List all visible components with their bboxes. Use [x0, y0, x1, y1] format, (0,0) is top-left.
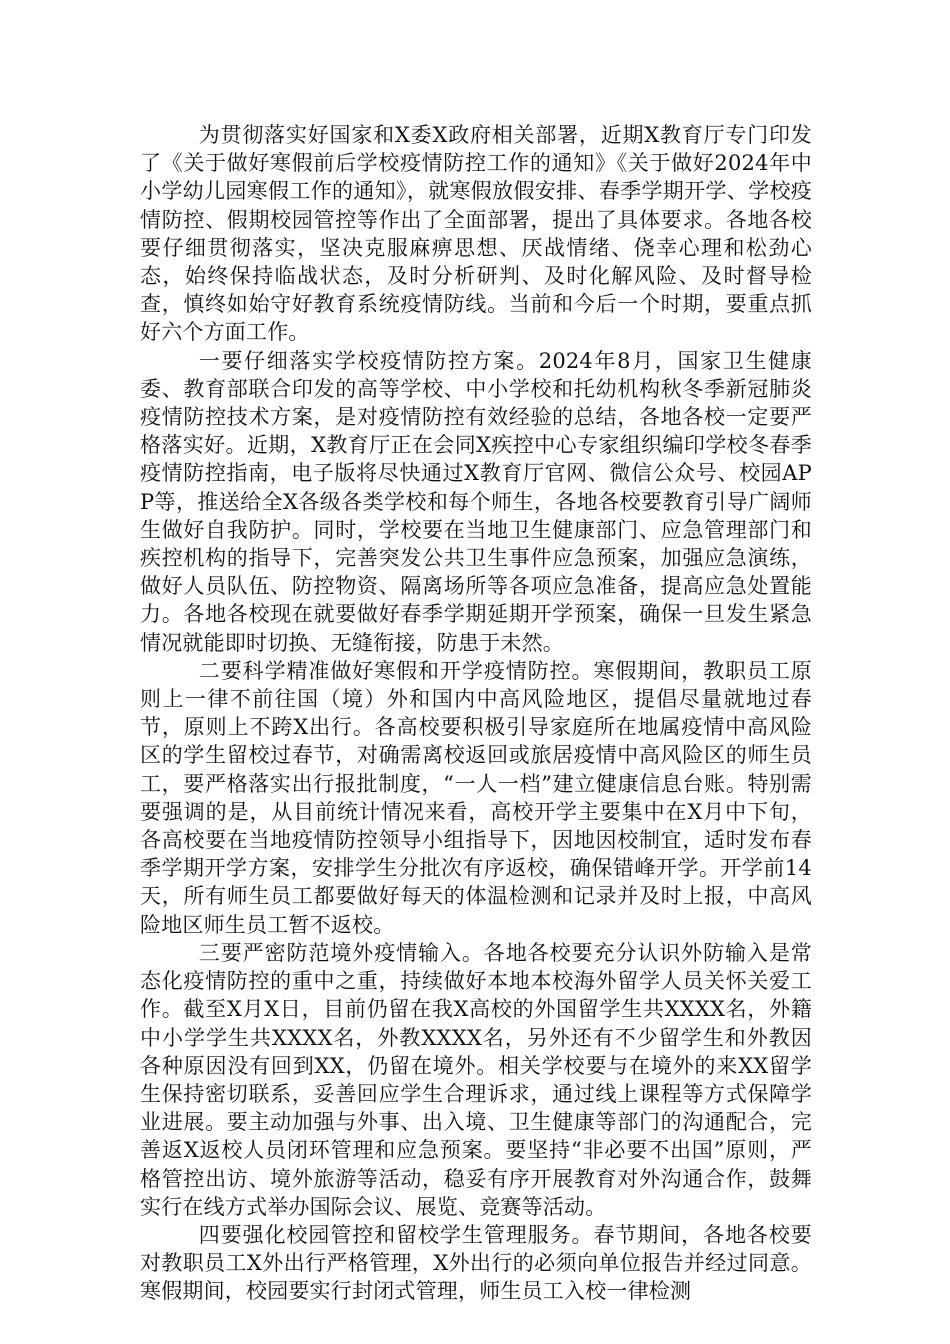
paragraph-intro: 为贯彻落实好国家和X委X政府相关部署，近期X教育厅专门印发了《关于做好寒假前后学校疫情防控工作的通知》《关于做好2024年中小学幼儿园寒假工作的通知》，就寒假放假安排、春季学期开学、学校疫情防控、假期校园管控等作出了全面部署，提出了具体要求。各地各校要仔细贯彻落实，坚决克服麻痹思想、厌战情绪、侥幸心理和松劲心态，始终保持临战状态，及时分析研判、及时化解风险、及时督导检查，慎终如始守好教育系统疫情防线。当前和今后一个时期，要重点抓好六个方面工作。	[140, 123, 812, 345]
document-body	[140, 121, 812, 1306]
paragraph-point-three: 三要严密防范境外疫情输入。各地各校要充分认识外防输入是常态化疫情防控的重中之重，持续做好本地本校海外留学人员关怀关爱工作。截至X月X日，目前仍留在我X高校的外国留学生共XXXX名，外籍中小学学生共XXXX名，外教XXXX名，另外还有不少留学生和外教因各种原因没有回到XX，仍留在境外。相关学校要与在境外的来XX留学生保持密切联系，妥善回应学生合理诉求，通过线上课程等方式保障学业进展。要主动加强与外事、出入境、卫生健康等部门的沟通配合，完善返X返校人员闭环管理和应急预案。要坚持“非必要不出国”原则，严格管控出访、境外旅游等活动，稳妥有序开展教育对外沟通合作，鼓舞实行在线方式举办国际会议、展览、竞赛等活动。	[140, 940, 812, 1219]
paragraph-point-four: 四要强化校园管控和留校学生管理服务。春节期间，各地各校要对教职员工X外出行严格管理，X外出行的必须向单位报告并经过同意。寒假期间，校园要实行封闭式管理，师生员工入校一律检测	[140, 1222, 812, 1304]
paragraph-point-one: 一要仔细落实学校疫情防控方案。2024年8月，国家卫生健康委、教育部联合印发的高等学校、中小学校和托幼机构秋冬季新冠肺炎疫情防控技术方案，是对疫情防控有效经验的总结，各地各校一定要严格落实好。近期，X教育厅正在会同X疾控中心专家组织编印学校冬春季疫情防控指南，电子版将尽快通过X教育厅官网、微信公众号、校园APP等，推送给全X各级各类学校和每个师生，各地各校要教育引导广阔师生做好自我防护。同时，学校要在当地卫生健康部门、应急管理部门和疾控机构的指导下，完善突发公共卫生事件应急预案，加强应急演练，做好人员队伍、防控物资、隔离场所等各项应急准备，提高应急处置能力。各地各校现在就要做好春季学期延期开学预案，确保一旦发生紧急情况就能即时切换、无缝衔接，防患于未然。	[140, 348, 812, 655]
paragraph-point-two: 二要科学精准做好寒假和开学疫情防控。寒假期间，教职员工原则上一律不前往国（境）外和国内中高风险地区，提倡尽量就地过春节，原则上不跨X出行。各高校要积极引导家庭所在地属疫情中高风险区的学生留校过春节，对确需离校返回或旅居疫情中高风险区的师生员工，要严格落实出行报批制度，“一人一档”建立健康信息台账。特别需要强调的是，从目前统计情况来看，高校开学主要集中在X月中下旬，各高校要在当地疫情防控领导小组指导下，因地因校制宜，适时发布春季学期开学方案，安排学生分批次有序返校，确保错峰开学。开学前14天，所有师生员工都要做好每天的体温检测和记录并及时上报，中高风险地区师生员工暂不返校。	[140, 658, 812, 937]
